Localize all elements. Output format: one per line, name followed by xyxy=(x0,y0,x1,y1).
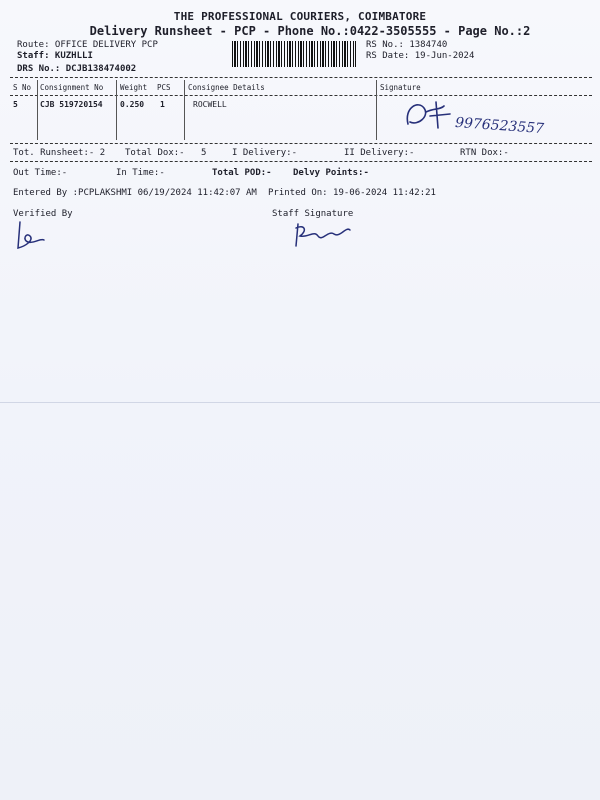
rs-number: RS No.: 1384740 xyxy=(366,40,448,50)
ii-delivery: II Delivery:- xyxy=(344,148,415,158)
total-dox: Total Dox:- xyxy=(125,148,185,158)
row-sno: 5 xyxy=(13,100,18,109)
handwritten-phone: 9976523557 xyxy=(454,114,545,138)
header-sno: S No xyxy=(13,83,32,92)
delvy-points: Delvy Points:- xyxy=(293,168,369,178)
route-label: Route: OFFICE DELIVERY PCP xyxy=(17,40,158,50)
tot-runsheet: Tot. Runsheet:- 2 xyxy=(13,148,106,158)
table-bottom-rule xyxy=(10,143,592,144)
in-time: In Time:- xyxy=(116,168,165,178)
paper-fold-line xyxy=(0,402,600,403)
drs-number: DRS No.: DCJB138474002 xyxy=(17,64,137,74)
col-divider xyxy=(116,80,117,140)
total-dox-value: 5 xyxy=(201,148,207,158)
col-divider xyxy=(184,80,185,140)
company-name: THE PROFESSIONAL COURIERS, COIMBATORE xyxy=(173,10,427,23)
header-consignment: Consignment No xyxy=(40,83,104,92)
barcode xyxy=(232,41,356,67)
staff-signature xyxy=(292,220,354,250)
col-divider xyxy=(376,80,377,140)
header-consignee: Consignee Details xyxy=(188,83,265,92)
table-header-rule xyxy=(10,95,592,96)
verified-by-label: Verified By xyxy=(13,209,73,219)
row-consignee: ROCWELL xyxy=(193,100,227,109)
header-pcs: PCS xyxy=(157,83,171,92)
total-pod: Total POD:- xyxy=(212,168,272,178)
verifier-signature xyxy=(14,218,48,252)
header-signature: Signature xyxy=(380,83,421,92)
staff-label: Staff: KUZHLLI xyxy=(17,51,93,61)
row-pcs: 1 xyxy=(160,100,165,109)
recipient-signature xyxy=(400,98,460,132)
table-top-rule xyxy=(10,77,592,78)
header-weight: Weight xyxy=(120,83,148,92)
runsheet-title: Delivery Runsheet - PCP - Phone No.:0422-3505555 - Page No.:2 xyxy=(89,24,531,38)
entered-by: Entered By :PCPLAKSHMI 06/19/2024 11:42:07 AM xyxy=(13,188,257,198)
i-delivery: I Delivery:- xyxy=(232,148,298,158)
row-weight: 0.250 xyxy=(120,100,145,109)
col-divider xyxy=(37,80,38,140)
row-consignment: CJB 519720154 xyxy=(40,100,103,109)
rs-date: RS Date: 19-Jun-2024 xyxy=(366,51,475,61)
staff-signature-label: Staff Signature xyxy=(272,209,354,219)
totals-rule xyxy=(10,161,592,162)
printed-on: Printed On: 19-06-2024 11:42:21 xyxy=(268,188,436,198)
rtn-dox: RTN Dox:- xyxy=(460,148,509,158)
out-time: Out Time:- xyxy=(13,168,68,178)
